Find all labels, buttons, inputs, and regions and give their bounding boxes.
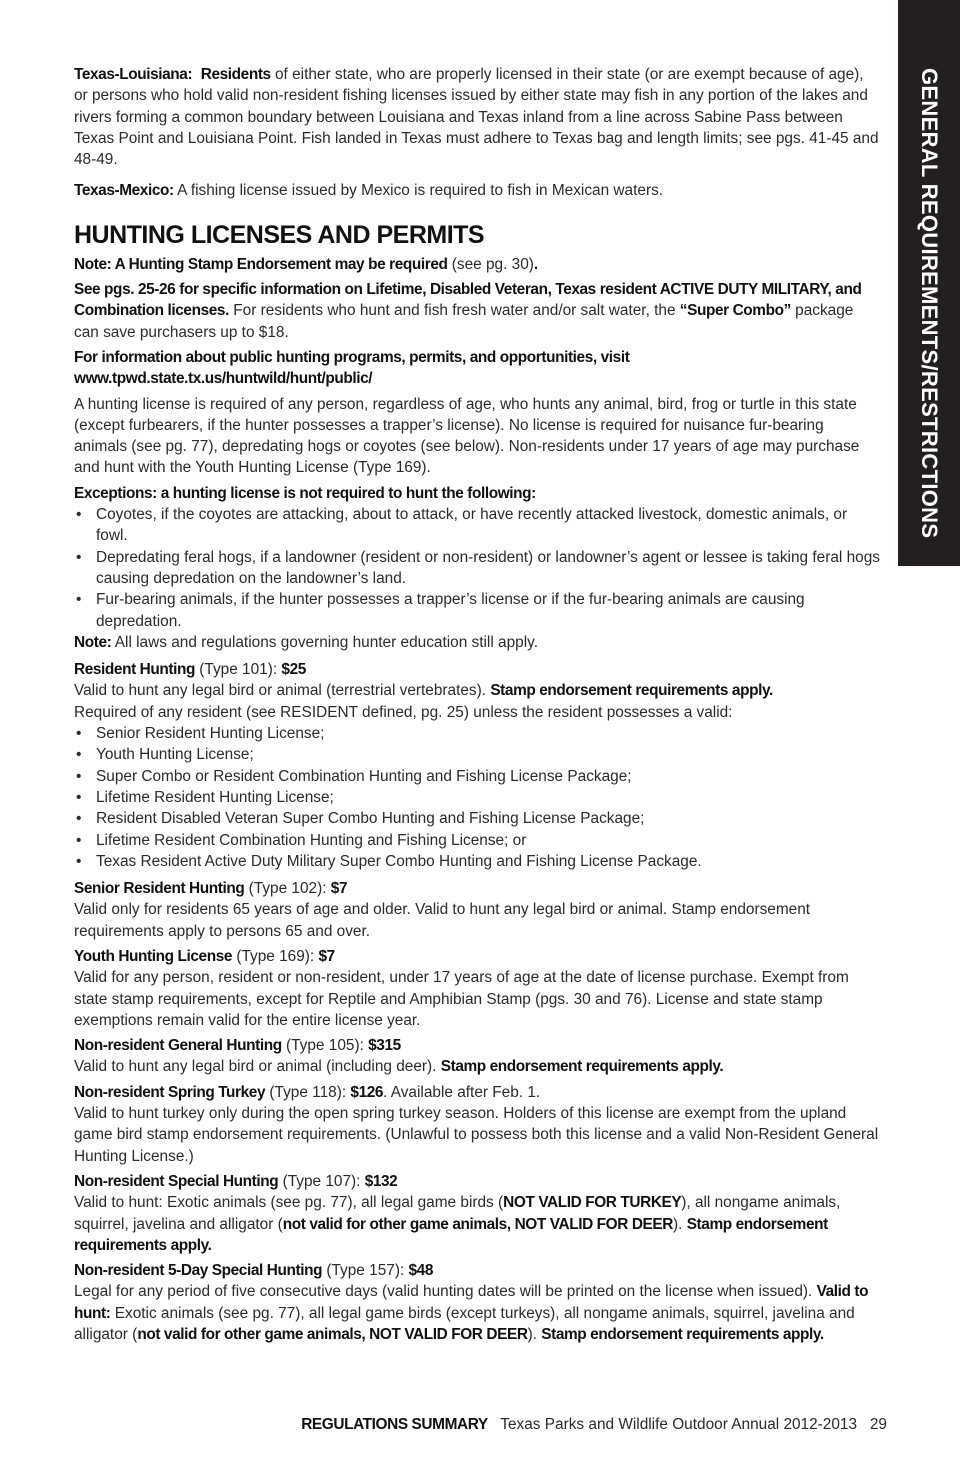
texas-mexico-label: Texas-Mexico:: [74, 182, 174, 200]
license-description: Valid to hunt turkey only during the open spring turkey season. Holders of this license are exempt from the upland game bird stamp endorsement requirements. (Unlawful to possess both this license and a valid Non-Resident General Hunting License.): [74, 1105, 879, 1165]
resident-hunting-block: [74, 659, 880, 872]
nonresident-5day-block: [74, 1260, 880, 1345]
license-type: (Type 169):: [232, 947, 319, 965]
see-pages-bold: See pgs. 25-26 for specific information on Lifetime, Disabled Veteran, Texas resident ACTIVE DUTY MILITARY, and Combination licenses.: [74, 281, 862, 320]
license-description: [74, 680, 880, 701]
description-text: Exotic animals (see pg. 77), all legal game birds (except turkeys), all nongame animals, squirrel, javelina and alligator (: [74, 1304, 855, 1344]
description-text: Valid to hunt any legal bird or animal (terrestrial vertebrates).: [74, 682, 491, 700]
license-title: [74, 659, 880, 680]
page-number: 29: [869, 1416, 887, 1433]
license-type: (Type 102):: [244, 880, 331, 898]
super-combo-label: “Super Combo”: [679, 302, 791, 320]
list-item: • Senior Resident Hunting License;: [74, 723, 880, 744]
license-price: $132: [364, 1172, 398, 1190]
exceptions-list: [74, 504, 880, 632]
license-name: Senior Resident Hunting: [74, 880, 245, 898]
turkey-restriction: NOT VALID FOR TURKEY: [503, 1194, 682, 1212]
page-content: [74, 64, 880, 1349]
list-item: • Super Combo or Resident Combination Hunting and Fishing License Package;: [74, 766, 880, 787]
see-pages-text-end: package can save purchasers up to $18.: [74, 302, 854, 341]
footer-section-title: REGULATIONS SUMMARY: [301, 1416, 488, 1433]
list-item: • Lifetime Resident Hunting License;: [74, 787, 880, 808]
license-type: (Type 101):: [195, 661, 282, 679]
description-text: Legal for any period of five consecutive days (valid hunting dates will be printed on the license when issued).: [74, 1283, 817, 1301]
note-text: All laws and regulations governing hunter education still apply.: [111, 633, 538, 651]
license-description: Valid for any person, resident or non-resident, under 17 years of age at the date of license purchase. Exempt from state stamp requirements, except for Reptile and Amphibian Stamp (pgs. 30 and 76). License and state stamp exemptions remain valid for the entire license year.: [74, 969, 849, 1029]
see-pages-text: For residents who hunt and fish fresh water and/or salt water, the: [228, 302, 680, 320]
senior-hunting-block: [74, 878, 880, 942]
stamp-note: [74, 254, 880, 275]
hunter-education-note: [74, 632, 880, 653]
list-item: • Lifetime Resident Combination Hunting and Fishing License; or: [74, 830, 880, 851]
residents-label: Residents: [200, 66, 271, 83]
texas-mexico-paragraph: [74, 180, 880, 201]
side-tab-label: GENERAL REQUIREMENTS/RESTRICTIONS: [917, 68, 942, 539]
stamp-requirement: Stamp endorsement requirements apply.: [440, 1058, 724, 1076]
description-text: ).: [527, 1326, 542, 1344]
license-type: (Type 157):: [322, 1262, 409, 1280]
list-item: • Youth Hunting License;: [74, 744, 880, 765]
page-footer: [301, 1416, 887, 1434]
description-text: ).: [673, 1215, 687, 1233]
license-name: Non-resident 5-Day Special Hunting: [74, 1262, 323, 1280]
texas-louisiana-label: Texas-Louisiana:: [74, 66, 193, 83]
texas-mexico-text: A fishing license issued by Mexico is required to fish in Mexican waters.: [173, 182, 664, 200]
description-text: ), all nongame animals, squirrel, javelina and alligator (: [74, 1194, 841, 1233]
stamp-note-text: (see pg. 30): [447, 255, 534, 273]
license-type: (Type 118):: [265, 1083, 351, 1101]
license-name: Non-resident Spring Turkey: [74, 1083, 266, 1101]
license-name: Resident Hunting: [74, 661, 195, 679]
stamp-requirement: Stamp endorsement requirements apply.: [74, 1215, 828, 1254]
list-item: • Fur-bearing animals, if the hunter possesses a trapper’s license or if the fur-bearing animals are causing depredation.: [74, 589, 880, 632]
license-description: Valid to hunt any legal bird or animal (including deer).: [74, 1058, 441, 1076]
public-hunting-info-text: For information about public hunting programs, permits, and opportunities, visit: [74, 348, 630, 366]
license-description: Valid only for residents 65 years of age and older. Valid to hunt any legal bird or animal. Stamp endorsement requirements apply to persons 65 and over.: [74, 901, 811, 940]
list-item: • Depredating feral hogs, if a landowner (resident or non-resident) or landowner’s agent or lessee is taking feral hogs causing depredation on the landowner’s land.: [74, 547, 880, 590]
section-heading: HUNTING LICENSES AND PERMITS: [74, 220, 485, 249]
public-hunting-url[interactable]: www.tpwd.state.tx.us/huntwild/hunt/public/: [74, 370, 373, 388]
deer-restriction: not valid for other game animals, NOT VALID FOR DEER: [137, 1326, 528, 1344]
license-name: Youth Hunting License: [74, 947, 233, 965]
license-price: $48: [408, 1262, 433, 1280]
stamp-requirement: Stamp endorsement requirements apply.: [490, 682, 773, 700]
stamp-note-end: .: [533, 255, 538, 273]
stamp-note-label: Note: A Hunting Stamp Endorsement may be required: [74, 255, 448, 273]
see-pages-paragraph: [74, 279, 880, 343]
list-item: • Coyotes, if the coyotes are attacking, about to attack, or have recently attacked livestock, domestic animals, or fowl.: [74, 504, 880, 547]
license-type: (Type 107):: [278, 1172, 365, 1190]
license-price: $126: [350, 1083, 384, 1101]
license-price: $7: [330, 880, 348, 898]
valid-to-hunt-label: Valid to hunt:: [74, 1283, 869, 1322]
deer-restriction: not valid for other game animals, NOT VALID FOR DEER: [282, 1215, 673, 1233]
texas-louisiana-paragraph: [74, 64, 880, 170]
stamp-requirement: Stamp endorsement requirements apply.: [541, 1326, 824, 1344]
exceptions-label: Exceptions: a hunting license is not required to hunt the following:: [74, 484, 536, 502]
license-price: $7: [318, 947, 335, 965]
youth-hunting-block: [74, 946, 880, 1031]
resident-exemption-list: [74, 723, 880, 872]
license-name: Non-resident General Hunting: [74, 1037, 282, 1055]
footer-publication: Texas Parks and Wildlife Outdoor Annual 2012-2013: [500, 1416, 858, 1433]
exceptions-block: [74, 483, 880, 653]
license-type: (Type 105):: [281, 1037, 369, 1055]
nonresident-special-block: [74, 1171, 880, 1256]
public-hunting-info: [74, 347, 880, 390]
license-description-2: Required of any resident (see RESIDENT defined, pg. 25) unless the resident possesses a valid:: [74, 703, 733, 721]
license-price: $315: [368, 1037, 401, 1055]
license-price: $25: [281, 661, 306, 679]
license-name: Non-resident Special Hunting: [74, 1172, 279, 1190]
nonresident-turkey-block: [74, 1082, 880, 1167]
section-side-tab: [898, 0, 960, 566]
list-item: • Texas Resident Active Duty Military Super Combo Hunting and Fishing License Package.: [74, 851, 880, 872]
description-text: Valid to hunt: Exotic animals (see pg. 77), all legal game birds (: [74, 1194, 504, 1212]
list-item: • Resident Disabled Veteran Super Combo Hunting and Fishing License Package;: [74, 808, 880, 829]
note-label: Note:: [74, 633, 112, 651]
license-required-paragraph: A hunting license is required of any person, regardless of age, who hunts any animal, bird, frog or turtle in this state (except furbearers, if the hunter possesses a trapper’s license). No license is required for nuisance fur-bearing animals (see pg. 77), depredating hogs or coyotes (see below). Non-residents under 17 years of age may purchase and hunt with the Youth Hunting License (Type 169).: [74, 395, 860, 477]
texas-louisiana-text: of either state, who are properly licensed in their state (or are exempt because of age), or persons who hold valid non-resident fishing licenses issued by either state may fish in any portion of the lakes and rivers forming a common boundary between Louisiana and Texas inland from a line across Sabine Pass between Texas Point and Louisiana Point. Fish landed in Texas must adhere to Texas bag and length limits; see pgs. 41-45 and 48-49.: [74, 66, 879, 169]
nonresident-general-block: [74, 1035, 880, 1078]
availability-text: . Available after Feb. 1.: [383, 1083, 541, 1101]
